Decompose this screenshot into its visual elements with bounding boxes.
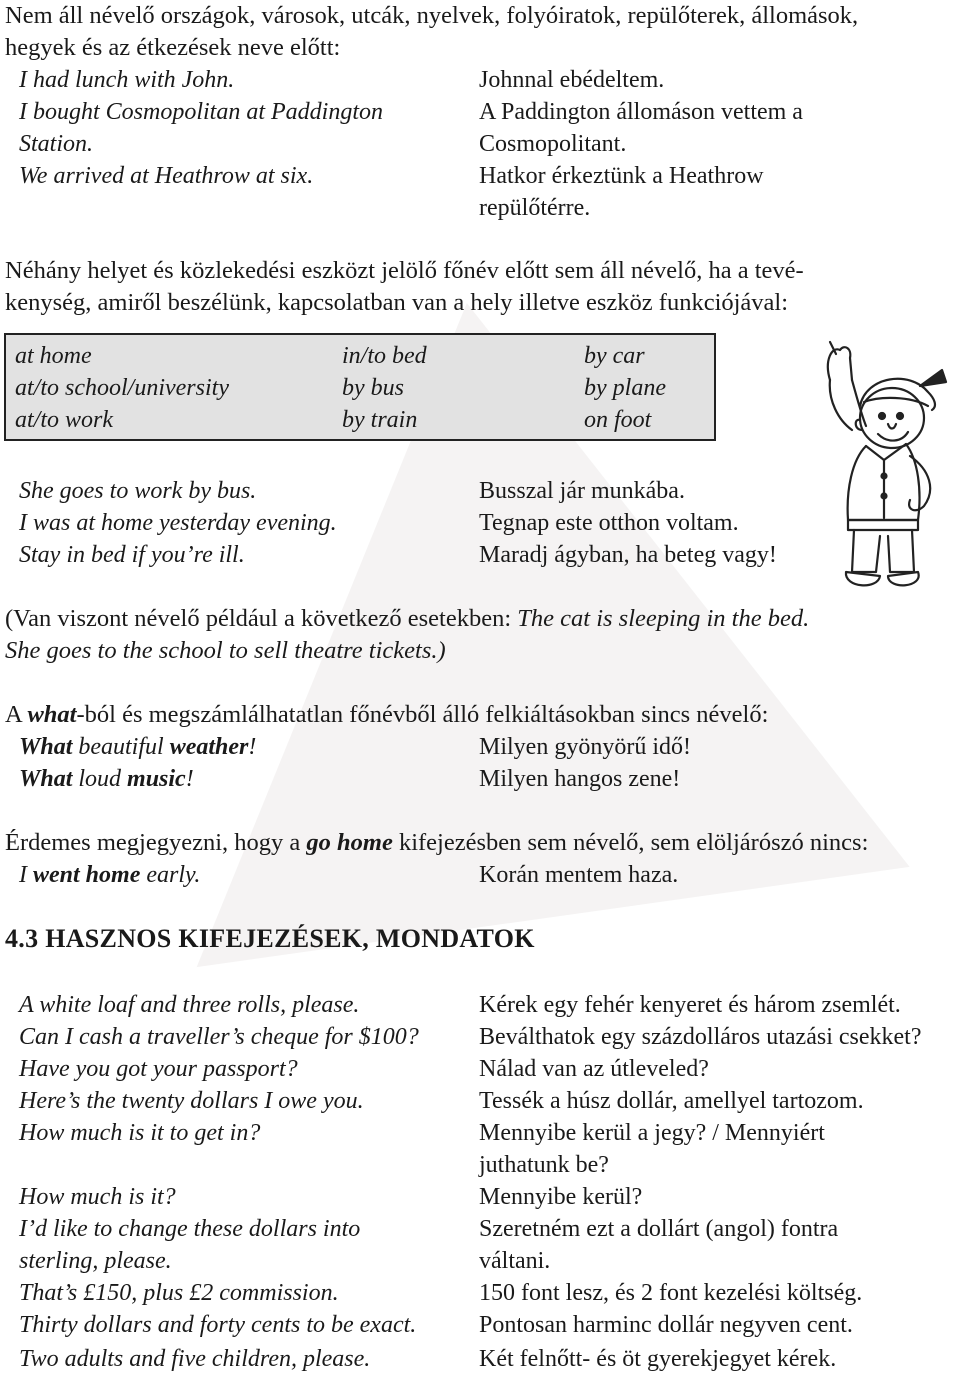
example-hu: Cosmopolitant. (479, 131, 627, 157)
box-cell: on foot (584, 407, 652, 433)
bold-noun: music (127, 766, 186, 792)
example-hu: A Paddington állomáson vettem a (479, 99, 803, 125)
phrase-en: How much is it to get in? (19, 1120, 261, 1146)
example-en: I was at home yesterday evening. (19, 510, 337, 536)
phrase-hu: Beválthatok egy százdolláros utazási csekket? (479, 1024, 922, 1050)
para3-example-2: She goes to the school to sell theatre tickets.) (5, 637, 446, 664)
box-cell: by plane (584, 375, 666, 401)
para4-rest: -ból és megszámlálhatatlan főnévből álló felkiáltásokban sincs névelő: (76, 701, 769, 728)
phrase-en: Can I cash a traveller’s cheque for $100? (19, 1024, 419, 1050)
phrase-hu: Szeretném ezt a dollárt (angol) fontra (479, 1216, 839, 1242)
example-end: ! (185, 766, 194, 792)
intro-line-1: Nem áll névelő országok, városok, utcák, nyelvek, folyóiratok, repülőterek, állomások, (5, 2, 859, 29)
box-cell: in/to bed (342, 343, 427, 369)
example-en: I bought Cosmopolitan at Paddington (19, 99, 384, 125)
phrase-hu: juthatunk be? (479, 1152, 609, 1178)
phrase-en: A white loaf and three rolls, please. (19, 992, 360, 1018)
bold-what: What (19, 734, 73, 760)
para5-rest: kifejezésben sem névelő, sem elöljárószó nincs: (392, 829, 869, 856)
phrase-hu: váltani. (479, 1248, 551, 1274)
no-article-phrases-box (4, 333, 716, 441)
phrase-en: Two adults and five children, please. (19, 1346, 371, 1372)
example-hu: Milyen hangos zene! (479, 766, 681, 792)
box-cell: by car (584, 343, 645, 369)
phrase-en: Have you got your passport? (19, 1056, 298, 1082)
phrase-hu: Nálad van az útleveled? (479, 1056, 709, 1082)
para4-a: A (5, 701, 28, 728)
box-cell: at/to work (15, 407, 114, 433)
example-hu: Busszal jár munkába. (479, 478, 685, 504)
example-hu: Milyen gyönyörű idő! (479, 734, 691, 760)
example-mid: beautiful (72, 734, 170, 760)
para5-line (5, 827, 868, 859)
phrase-hu: Két felnőtt- és öt gyerekjegyet kérek. (479, 1346, 837, 1372)
example-en: I had lunch with John. (19, 67, 235, 93)
example-en: Stay in bed if you’re ill. (19, 542, 245, 568)
para5-prefix: Érdemes megjegyezni, hogy a (5, 829, 307, 856)
phrase-hu: Mennyibe kerül a jegy? / Mennyiért (479, 1120, 825, 1146)
example-hu: Tegnap este otthon voltam. (479, 510, 739, 536)
box-cell: by train (342, 407, 418, 433)
phrase-en: I’d like to change these dollars into (19, 1216, 361, 1242)
para3-example-1: The cat is sleeping in the bed. (517, 605, 810, 632)
example-hu: Korán mentem haza. (479, 862, 679, 888)
para3-prefix: (Van viszont névelő például a következő esetekben: (5, 605, 518, 632)
example-hu: Maradj ágyban, ha beteg vagy! (479, 542, 777, 568)
bold-went-home: went home (33, 862, 141, 888)
para2-line-2: kenység, amiről beszélünk, kapcsolatban van a hely illetve eszköz funkciójával: (5, 289, 789, 316)
para5-go-home: go home (306, 829, 393, 856)
section-heading: 4.3 HASZNOS KIFEJEZÉSEK, MONDATOK (5, 924, 535, 953)
phrase-hu: Tessék a húsz dollár, amellyel tartozom. (479, 1088, 864, 1114)
intro-line-2: hegyek és az étkezések neve előtt: (5, 34, 341, 61)
example-hu: Hatkor érkeztünk a Heathrow (479, 163, 764, 189)
example-en (19, 859, 200, 891)
phrase-en: sterling, please. (19, 1248, 172, 1274)
cartoon-boy-illustration (800, 340, 950, 600)
phrase-hu: Mennyibe kerül? (479, 1184, 643, 1210)
para4-line (5, 699, 768, 731)
example-mid: loud (72, 766, 128, 792)
para2-line-1: Néhány helyet és közlekedési eszközt jelölő főnév előtt sem áll névelő, ha a tevé- (5, 257, 804, 284)
para3-line-1 (5, 603, 809, 635)
example-end: ! (248, 734, 257, 760)
box-cell: at/to school/university (15, 375, 229, 401)
example-en: We arrived at Heathrow at six. (19, 163, 314, 189)
example-hu: repülőtérre. (479, 195, 591, 221)
para4-what: what (27, 701, 77, 728)
example-en (19, 763, 194, 795)
bold-noun: weather (169, 734, 249, 760)
example-pre: I (19, 862, 33, 888)
phrase-hu: 150 font lesz, és 2 font kezelési költség. (479, 1280, 863, 1306)
example-en: She goes to work by bus. (19, 478, 257, 504)
example-en (19, 731, 256, 763)
phrase-hu: Kérek egy fehér kenyeret és három zsemlét. (479, 992, 901, 1018)
phrase-en: Thirty dollars and forty cents to be exact. (19, 1312, 417, 1338)
phrase-en: How much is it? (19, 1184, 176, 1210)
example-en: Station. (19, 131, 94, 157)
phrase-hu: Pontosan harminc dollár negyven cent. (479, 1312, 853, 1338)
box-cell: by bus (342, 375, 404, 401)
example-post: early. (140, 862, 201, 888)
phrase-en: That’s £150, plus £2 commission. (19, 1280, 339, 1306)
bold-what: What (19, 766, 73, 792)
phrase-en: Here’s the twenty dollars I owe you. (19, 1088, 364, 1114)
example-hu: Johnnal ebédeltem. (479, 67, 665, 93)
box-cell: at home (15, 343, 92, 369)
